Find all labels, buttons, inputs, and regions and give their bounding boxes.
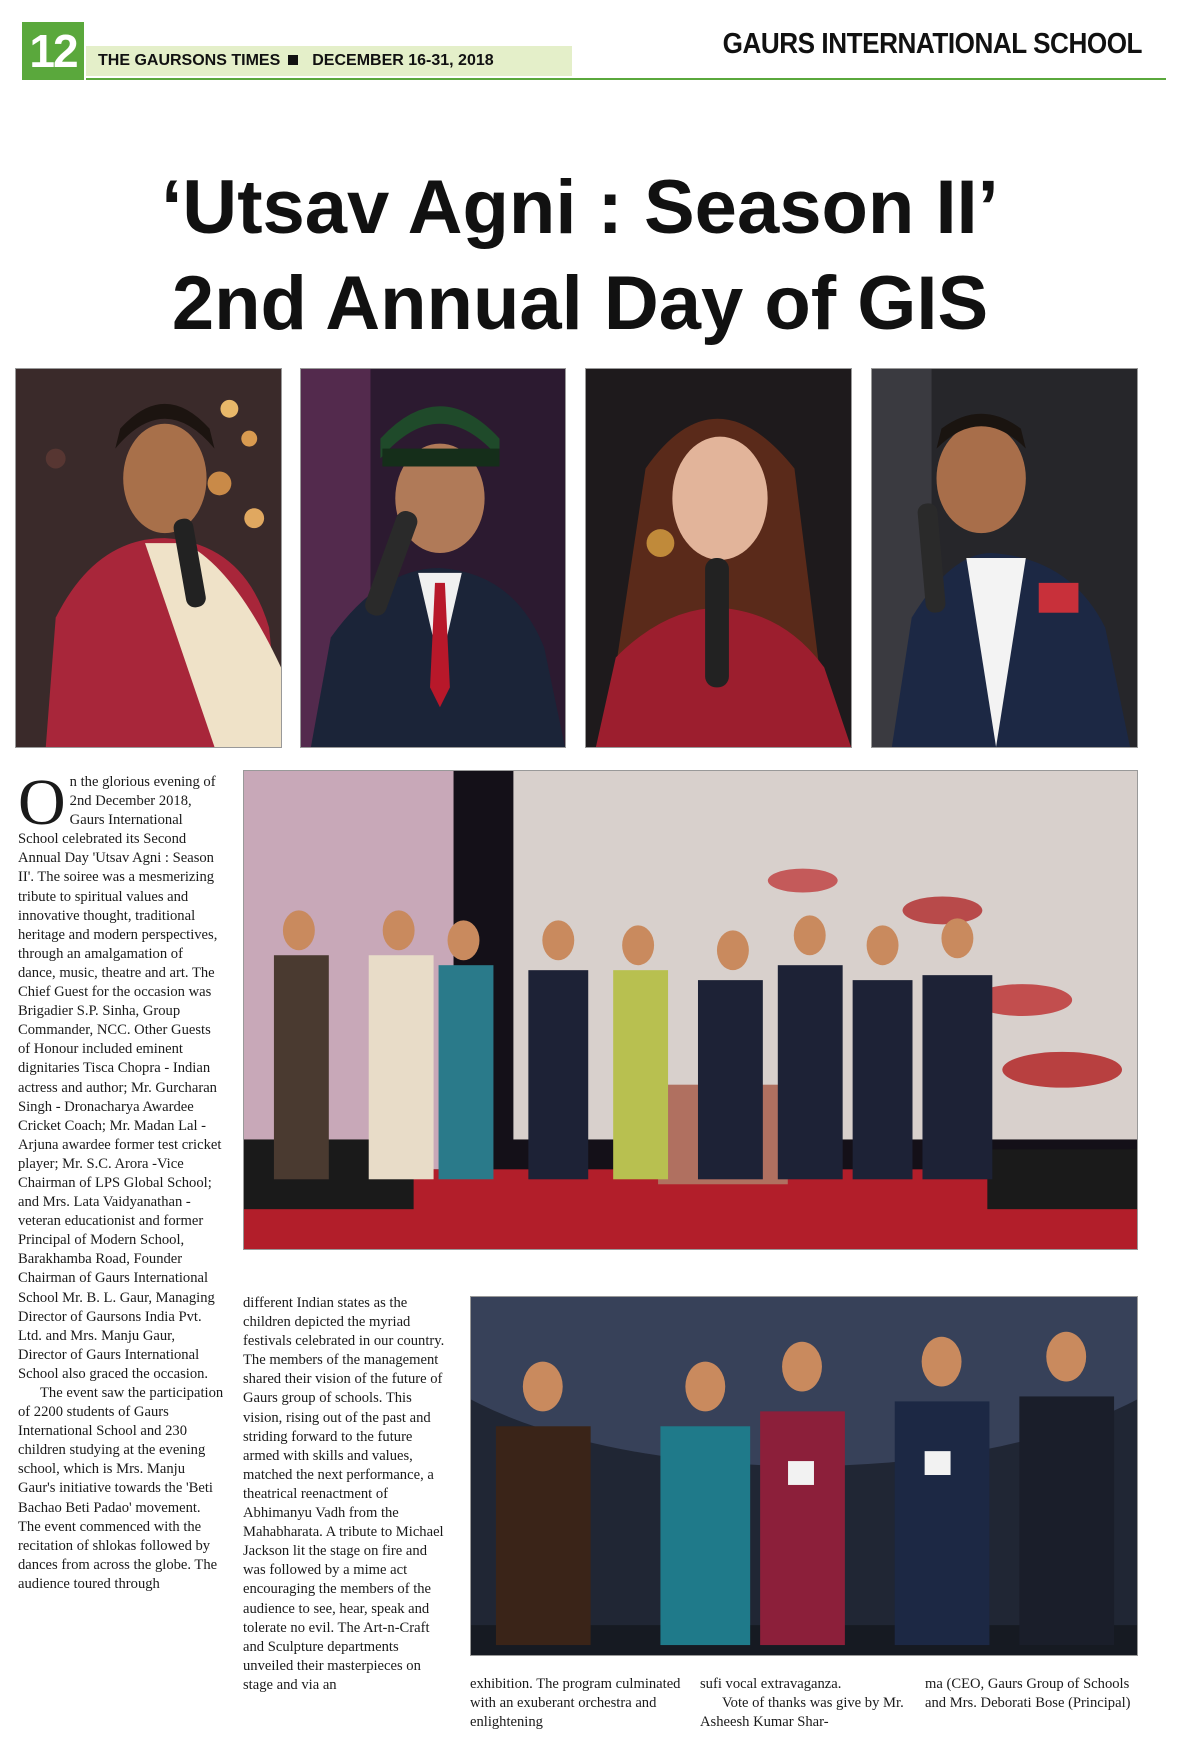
article-column-1 <box>18 766 224 1594</box>
article-column-4 <box>700 1675 908 1732</box>
headline-line-1: ‘Utsav Agni : Season II’ <box>161 165 999 250</box>
article-paragraph-4: exhibition. The program culminated with an exuberant orchestra and enlightening <box>470 1676 681 1731</box>
school-name: GAURS INTERNATIONAL SCHOOL <box>722 28 1142 60</box>
brigadier-speaking-photo <box>300 368 566 748</box>
article-paragraph-6: Vote of thanks was give by Mr. Asheesh Kumar Shar- <box>700 1695 904 1731</box>
masthead-rule <box>86 78 1166 80</box>
felicitation-group-photo <box>470 1296 1138 1656</box>
article-column-3 <box>470 1675 682 1732</box>
publication-name: THE GAURSONS TIMES <box>98 52 281 69</box>
article-column-2 <box>243 1294 451 1695</box>
article-paragraph-7: ma (CEO, Gaurs Group of Schools and Mrs. Deborati Bose (Principal) <box>925 1676 1131 1712</box>
headline <box>0 160 1160 352</box>
headline-line-2: 2nd Annual Day of GIS <box>171 261 989 346</box>
square-bullet-icon <box>288 55 298 65</box>
lamp-lighting-group-photo <box>243 770 1138 1250</box>
actress-speaking-photo <box>585 368 852 748</box>
publication-band <box>86 46 572 76</box>
drop-cap: O <box>18 766 66 839</box>
article-paragraph-2: The event saw the participation of 2200 students of Gaurs International School and 230 children studying at the evening school, which is Mrs. Manju Gaur's initiative towards the 'Beti Bachao Beti Padao' movement. The event commenced with the recitation of shlokas followed by dances from across the globe. The audience toured through <box>18 1385 224 1592</box>
page-number: 12 <box>22 22 84 80</box>
article-paragraph-5: sufi vocal extravaganza. <box>700 1676 842 1692</box>
article-paragraph-1: n the glorious evening of 2nd December 2018, Gaurs International School celebrated its Second Annual Day 'Utsav Agni : Season II'. The soiree was a mesmerizing tribute to spiritual values and innovative thought, traditional heritage and modern perspectives, through an amalgamation of dance, music, theatre and art. The Chief Guest for the occasion was Brigadier S.P. Sinha, Group Commander, NCC. Other Guests of Honour included eminent dignitaries Tisca Chopra - Indian actress and author; Mr. Gurcharan Singh - Dronacharya Awardee Cricket Coach; Mr. Madan Lal - Arjuna awardee former test cricket player; Mr. S.C. Arora -Vice Chairman of LPS Global School; and Mrs. Lata Vaidyanathan - veteran educationist and former Principal of Modern School, Barakhamba Road, Founder Chairman of Gaurs International School Mr. B. L. Gaur, Managing Director of Gaursons India Pvt. Ltd. and Mrs. Manju Gaur, Director of Gaurs International School also graced the occasion. <box>18 774 222 1382</box>
masthead <box>22 22 1142 82</box>
cricketer-speaking-photo <box>871 368 1138 748</box>
article-column-5 <box>925 1675 1137 1713</box>
woman-speaking-photo <box>15 368 282 748</box>
issue-date: DECEMBER 16-31, 2018 <box>312 52 494 69</box>
article-paragraph-3: different Indian states as the children depicted the myriad festivals celebrated in our country. The members of the management shared their vision of the future of Gaurs group of schools. This vision, rising out of the past and striding forward to the future armed with skills and values, matched the next performance, a theatrical reenactment of Abhimanyu Vadh from the Mahabharata. A tribute to Michael Jackson lit the stage on fire and was followed by a mime act encouraging the members of the audience to see, hear, speak and tolerate no evil. The Art-n-Craft and Sculpture departments unveiled their masterpieces on stage and via an <box>243 1295 445 1693</box>
